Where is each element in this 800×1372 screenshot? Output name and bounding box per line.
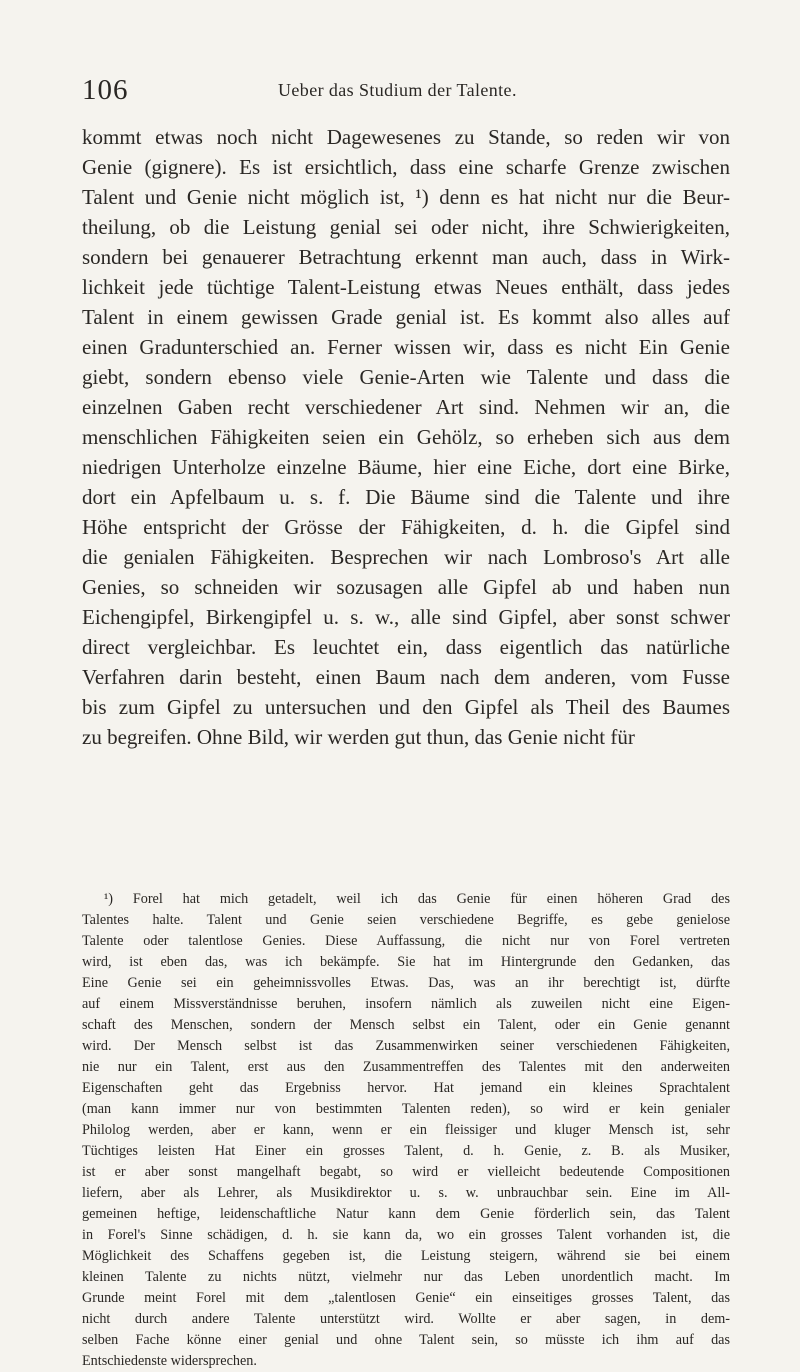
footnote-line: Grunde meint Forel mit dem „talentlosen Genie“ ein einseitiges grosses Talent, das <box>82 1290 730 1306</box>
text-line: zu begreifen. Ohne Bild, wir werden gut thun, das Genie nicht für <box>82 725 635 749</box>
footnote-line: Talente oder talentlose Genies. Diese Auffassung, die nicht nur von Forel vertreten <box>82 933 730 949</box>
text-line: kommt etwas noch nicht Dagewesenes zu Stande, so reden wir von <box>82 125 730 149</box>
text-line: Eichengipfel, Birkengipfel u. s. w., alle sind Gipfel, aber sonst schwer <box>82 605 730 629</box>
text-line: giebt, sondern ebenso viele Genie-Arten wie Talente und dass die <box>82 365 730 389</box>
page-number: 106 <box>82 74 129 106</box>
body-text <box>82 122 730 752</box>
text-line: einzelnen Gaben recht verschiedener Art sind. Nehmen wir an, die <box>82 395 730 419</box>
footnote-line: kleinen Talente zu nichts nützt, vielmehr nur das Leben unordentlich macht. Im <box>82 1269 730 1285</box>
footnote-line: liefern, aber als Lehrer, als Musikdirektor u. s. w. unbrauchbar sein. Eine im All- <box>82 1185 730 1201</box>
footnote-line: auf einem Missverständnisse beruhen, insofern nämlich als zuweilen nicht eine Eigen- <box>82 996 730 1012</box>
footnote-line: ist er aber sonst mangelhaft begabt, so wird er vielleicht bedeutende Compositionen <box>82 1164 730 1180</box>
footnote-line: (man kann immer nur von bestimmten Talenten reden), so wird er kein genialer <box>82 1101 730 1117</box>
page-header <box>82 72 722 108</box>
footnote-line: gemeinen heftige, leidenschaftliche Natur kann dem Genie förderlich sein, das Talent <box>82 1206 730 1222</box>
text-line: Genies, so schneiden wir sozusagen alle Gipfel ab und haben nun <box>82 575 730 599</box>
text-line: Genie (gignere). Es ist ersichtlich, dass eine scharfe Grenze zwischen <box>82 155 730 179</box>
footnote-line: nicht durch andere Talente unterstützt wird. Wollte er aber sagen, in dem- <box>82 1311 730 1327</box>
footnote-line: Talentes halte. Talent und Genie seien verschiedene Begriffe, es gebe genielose <box>82 912 730 928</box>
text-line: einen Gradunterschied an. Ferner wissen wir, dass es nicht Ein Genie <box>82 335 730 359</box>
footnote-line: selben Fache könne einer genial und ohne Talent sein, so müsste ich ihm auf das <box>82 1332 730 1348</box>
text-line: lichkeit jede tüchtige Talent-Leistung etwas Neues enthält, dass jedes <box>82 275 730 299</box>
text-line: bis zum Gipfel zu untersuchen und den Gipfel als Theil des Baumes <box>82 695 730 719</box>
footnote-line: ¹) Forel hat mich getadelt, weil ich das Genie für einen höheren Grad des <box>104 891 730 907</box>
running-head: Ueber das Studium der Talente. <box>278 80 517 100</box>
text-line: menschlichen Fähigkeiten seien ein Gehölz, so erheben sich aus dem <box>82 425 730 449</box>
text-line: niedrigen Unterholze einzelne Bäume, hier eine Eiche, dort eine Birke, <box>82 455 730 479</box>
footnote-line: Entschiedenste widersprechen. <box>82 1353 257 1369</box>
text-line: Verfahren darin besteht, einen Baum nach dem anderen, vom Fusse <box>82 665 730 689</box>
text-line: sondern bei genauerer Betrachtung erkennt man auch, dass in Wirk- <box>82 245 730 269</box>
footnotes <box>82 889 730 1372</box>
text-line: dort ein Apfelbaum u. s. f. Die Bäume sind die Talente und ihre <box>82 485 730 509</box>
footnote-line: wird. Der Mensch selbst ist das Zusammenwirken seiner verschiedenen Fähigkeiten, <box>82 1038 730 1054</box>
footnote-line: in Forel's Sinne schädigen, d. h. sie kann da, wo ein grosses Talent vorhanden ist, die <box>82 1227 730 1243</box>
footnote-line: Philolog werden, aber er kann, wenn er ein fleissiger und kluger Mensch ist, sehr <box>82 1122 730 1138</box>
footnote-line: nie nur ein Talent, erst aus den Zusammentreffen des Talentes mit den anderweiten <box>82 1059 730 1075</box>
footnote-line: Eigenschaften geht das Ergebniss hervor. Hat jemand ein kleines Sprachtalent <box>82 1080 730 1096</box>
text-line: direct vergleichbar. Es leuchtet ein, dass eigentlich das natürliche <box>82 635 730 659</box>
footnote-line: wird, ist eben das, was ich bekämpfe. Sie hat im Hintergrunde den Gedanken, das <box>82 954 730 970</box>
footnote-line: schaft des Menschen, sondern der Mensch selbst ein Talent, oder ein Genie genannt <box>82 1017 730 1033</box>
text-line: Talent in einem gewissen Grade genial ist. Es kommt also alles auf <box>82 305 730 329</box>
text-line: Höhe entspricht der Grösse der Fähigkeiten, d. h. die Gipfel sind <box>82 515 730 539</box>
text-line: die genialen Fähigkeiten. Besprechen wir nach Lombroso's Art alle <box>82 545 730 569</box>
footnote-line: Tüchtiges leisten Hat Einer ein grosses Talent, d. h. Genie, z. B. als Musiker, <box>82 1143 730 1159</box>
footnote-line: Eine Genie sei ein geheimnissvolles Etwas. Das, was an ihr berechtigt ist, dürfte <box>82 975 730 991</box>
footnote-line: Möglichkeit des Schaffens gegeben ist, die Leistung steigern, während sie bei einem <box>82 1248 730 1264</box>
text-line: theilung, ob die Leistung genial sei oder nicht, ihre Schwierigkeiten, <box>82 215 730 239</box>
text-line: Talent und Genie nicht möglich ist, ¹) denn es hat nicht nur die Beur- <box>82 185 730 209</box>
